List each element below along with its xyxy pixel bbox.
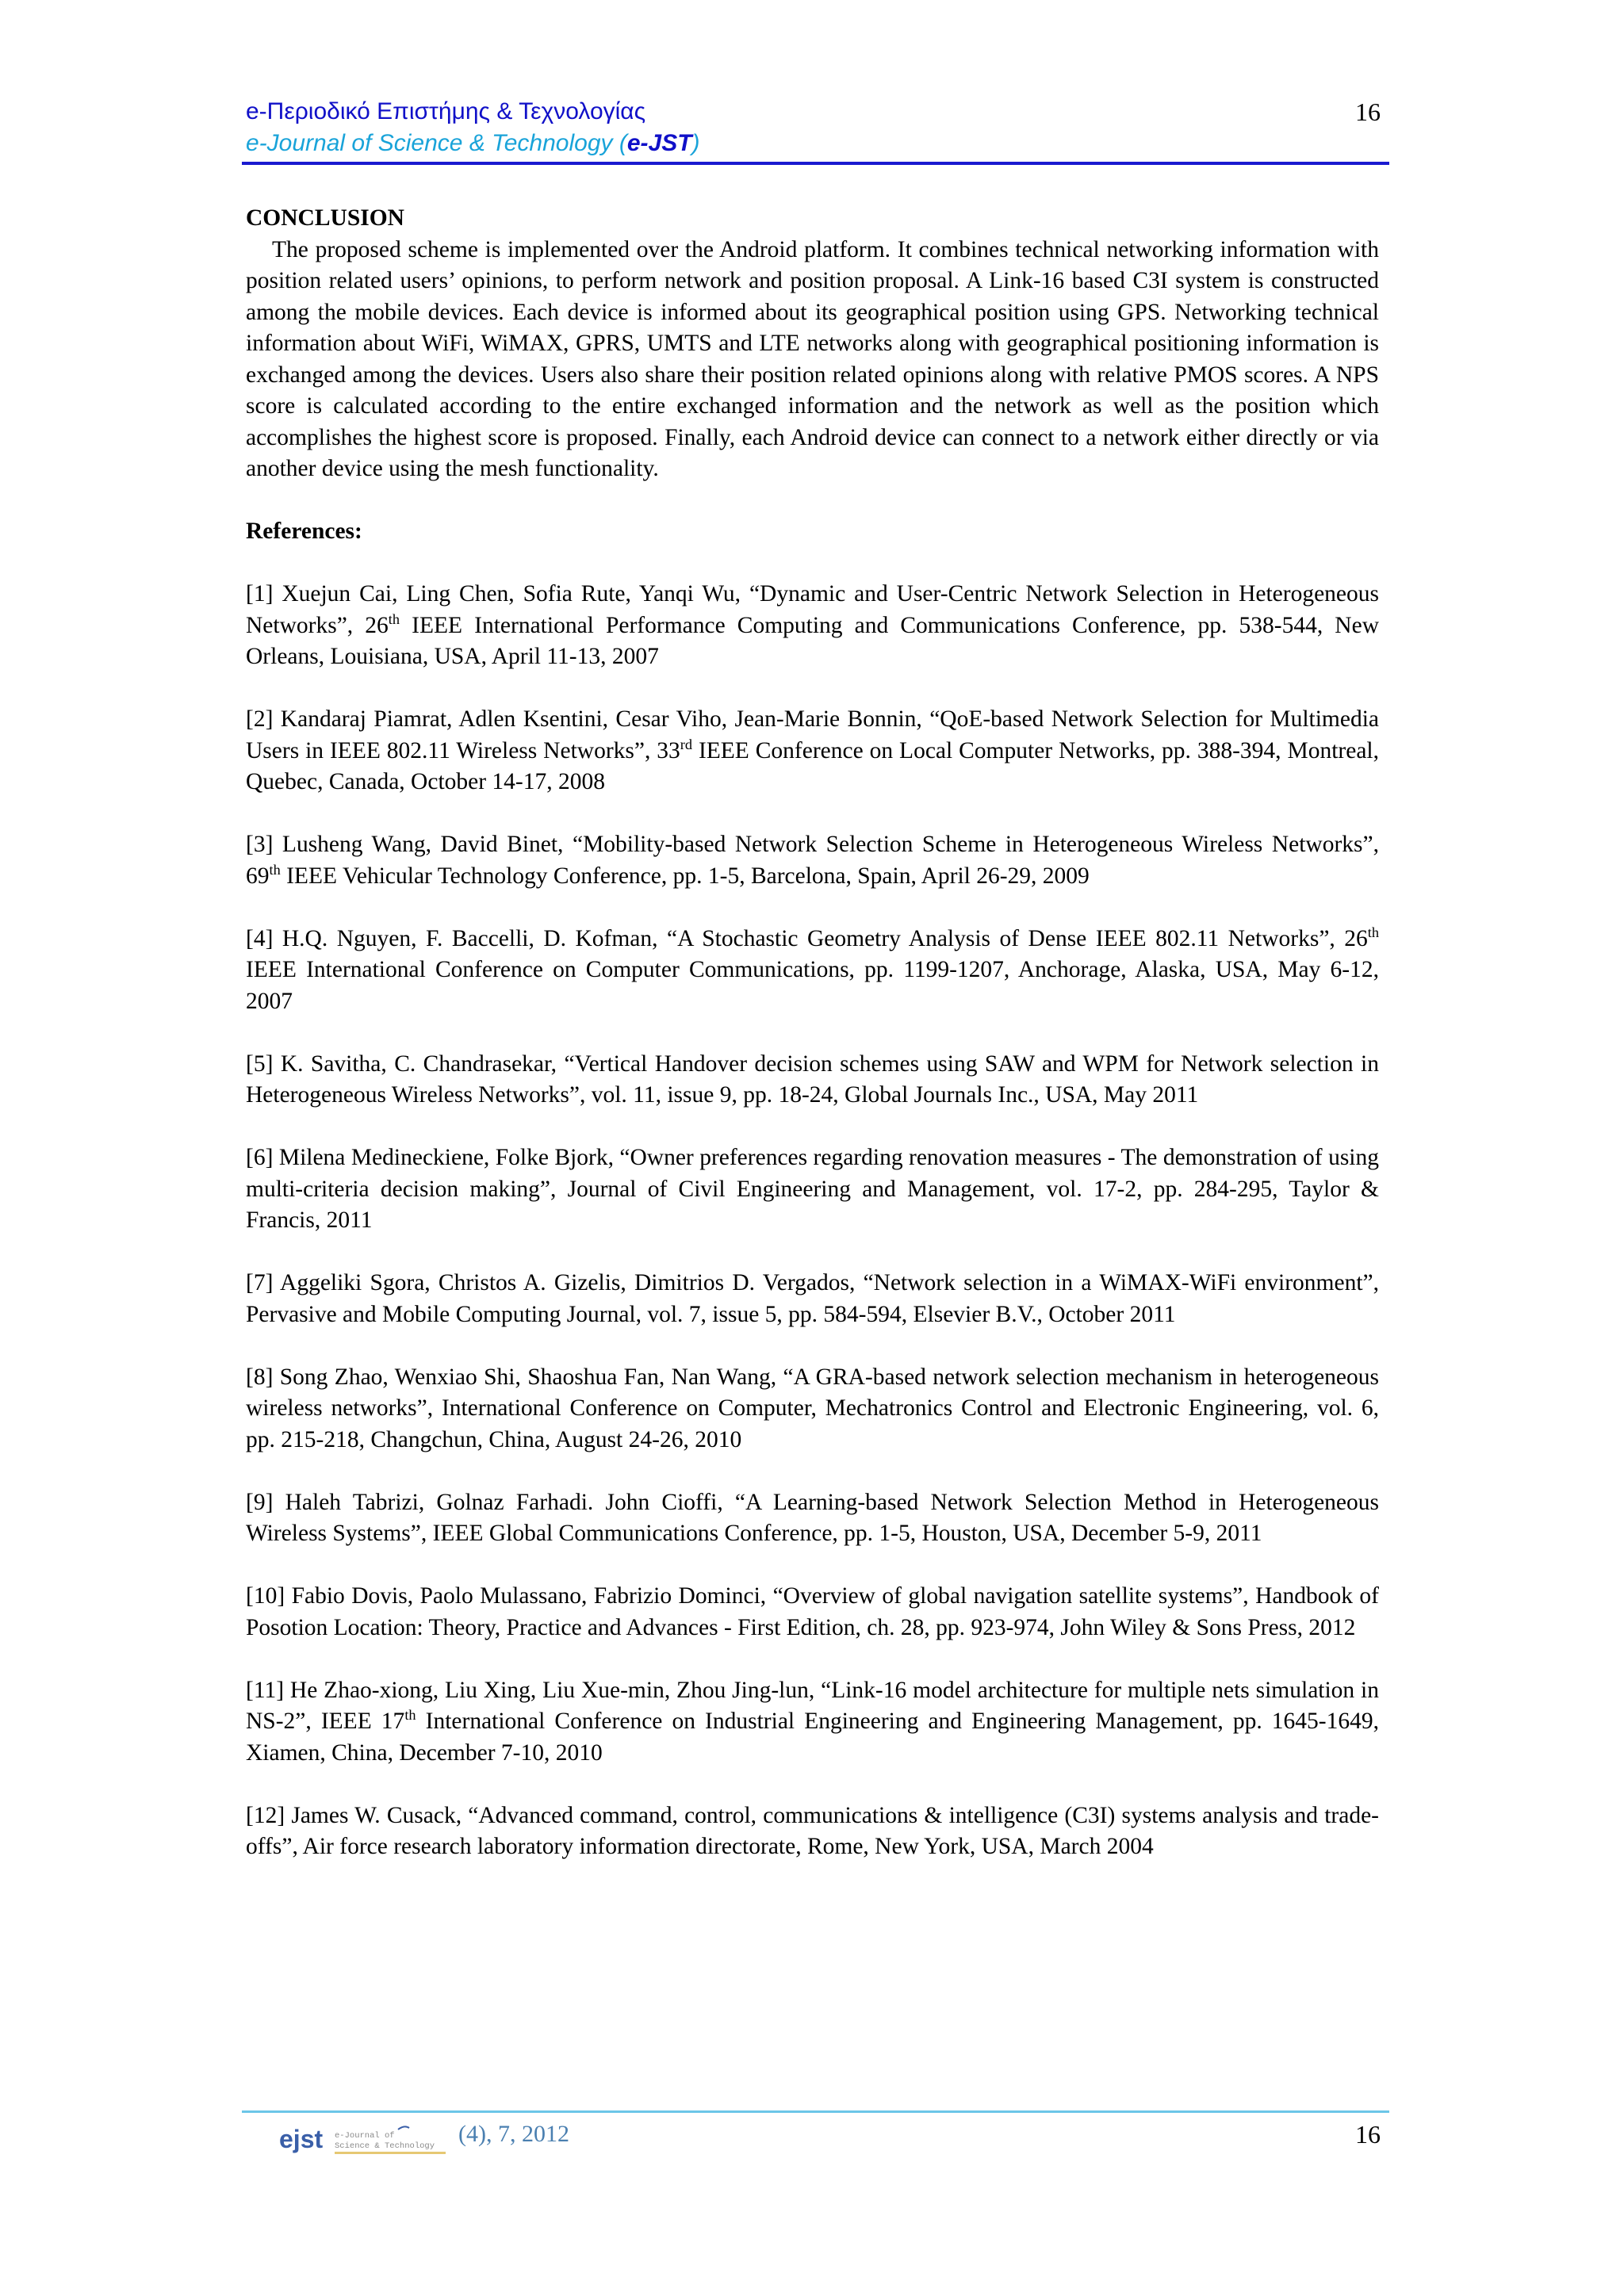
ejst-logo-subtext-2: Science & Technology <box>335 2141 435 2151</box>
journal-title-suffix: ) <box>691 130 700 156</box>
reference-ordinal-suffix: th <box>388 610 400 627</box>
reference-text: [8] Song Zhao, Wenxiao Shi, Shaoshua Fan, Nan Wang, “A GRA-based network selection mechanism in heterogeneous wireless networks”, International Conference on Computer, Mechatronics Control and Electronic Engineering, vol. 6, pp. 215-218, Changchun, China, August 24-26, 2010 <box>246 1364 1379 1452</box>
header-divider <box>242 162 1389 165</box>
reference-text: [3] Lusheng Wang, David Binet, “Mobility-based Network Selection Scheme in Heterogeneous Wireless Networks”, 69 <box>246 832 1379 889</box>
conclusion-heading: CONCLUSION <box>246 205 404 231</box>
reference-item <box>246 1049 1379 1112</box>
reference-text: [7] Aggeliki Sgora, Christos A. Gizelis, Dimitrios D. Vergados, “Network selection in a WiMAX-WiFi environment”, Pervasive and Mobile Computing Journal, vol. 7, issue 5, pp. 584-594, Elsevier B.V., October 2011 <box>246 1270 1379 1327</box>
journal-title-greek: e-Περιοδικό Επιστήμης & Τεχνολογίας <box>246 98 646 124</box>
journal-title-latin <box>246 128 700 159</box>
reference-text: [9] Haleh Tabrizi, Golnaz Farhadi. John Cioffi, “A Learning-based Network Selection Method in Heterogeneous Wireless Systems”, IEEE Global Communications Conference, pp. 1-5, Houston, USA, December 5-9, 2011 <box>246 1489 1379 1546</box>
reference-text: [1] Xuejun Cai, Ling Chen, Sofia Rute, Yanqi Wu, “Dynamic and User-Centric Network Selection in Heterogeneous Networks”, 26 <box>246 581 1379 638</box>
reference-text-continued: IEEE Conference on Local Computer Networks, pp. 388-394, Montreal, Quebec, Canada, October 14-17, 2008 <box>246 737 1379 794</box>
reference-item <box>246 1800 1379 1863</box>
ejst-logo-subtext-1: e-Journal of <box>335 2131 395 2141</box>
reference-text-continued: International Conference on Industrial Engineering and Engineering Management, pp. 1645-1649, Xiamen, China, December 7-10, 2010 <box>246 1709 1379 1766</box>
reference-item <box>246 1142 1379 1237</box>
logo-swoosh-icon <box>398 2126 409 2130</box>
reference-text: [6] Milena Medineckiene, Folke Bjork, “Owner preferences regarding renovation measures - The demonstration of using multi-criteria decision making”, Journal of Civil Engineering and Management, vol. 17-2, pp. 284-295, Taylor & Francis, 2011 <box>246 1145 1379 1233</box>
reference-item <box>246 1362 1379 1456</box>
reference-item <box>246 924 1379 1018</box>
conclusion-paragraph: The proposed scheme is implemented over the Android platform. It combines technical networking information with position related users’ opinions, to perform network and position proposal. A Link-16 based C3I system is constructed among the mobile devices. Each device is informed about its geographical position using GPS. Networking technical information about WiFi, WiMAX, GPRS, UMTS and LTE networks along with geographical positioning information is exchanged among the devices. Users also share their position related opinions along with relative PMOS scores. A NPS score is calculated according to the entire exchanged information and the network as well as the position which accomplishes the highest score is proposed. Finally, each Android device can connect to a network either directly or via another device using the mesh functionality. <box>246 236 1379 481</box>
journal-title-prefix: e-Journal of Science & Technology ( <box>246 130 627 156</box>
reference-text: [5] K. Savitha, C. Chandrasekar, “Vertical Handover decision schemes using SAW and WPM for Network selection in Heterogeneous Wireless Networks”, vol. 11, issue 9, pp. 18-24, Global Journals Inc., USA, May 2011 <box>246 1050 1379 1108</box>
reference-item <box>246 1268 1379 1330</box>
reference-ordinal-suffix: th <box>269 861 281 878</box>
reference-text-continued: IEEE International Performance Computing and Communications Conference, pp. 538-544, New Orleans, Louisiana, USA, April 11-13, 2007 <box>246 612 1380 669</box>
reference-item <box>246 1675 1379 1770</box>
reference-text: [2] Kandaraj Piamrat, Adlen Ksentini, Cesar Viho, Jean-Marie Bonnin, “QoE-based Network Selection for Multimedia Users in IEEE 802.11 Wireless Networks”, 33 <box>246 706 1379 763</box>
ejst-logo <box>278 2122 448 2156</box>
footer-page-number: 16 <box>1355 2120 1381 2149</box>
main-content <box>246 203 1379 1863</box>
reference-item <box>246 1581 1379 1644</box>
reference-item <box>246 1487 1379 1550</box>
reference-list <box>246 579 1379 1863</box>
footer-divider <box>242 2110 1389 2113</box>
logo-underline <box>335 2152 446 2154</box>
reference-text-continued: IEEE International Conference on Computer Communications, pp. 1199-1207, Anchorage, Alaska, USA, May 6-12, 2007 <box>246 957 1379 1014</box>
ejst-logo-text: ejst <box>279 2125 324 2153</box>
reference-ordinal-suffix: th <box>404 1707 416 1724</box>
journal-title-abbr: e-JST <box>626 130 692 156</box>
reference-text-continued: IEEE Vehicular Technology Conference, pp. 1-5, Barcelona, Spain, April 26-29, 2009 <box>280 863 1090 889</box>
reference-text: [4] H.Q. Nguyen, F. Baccelli, D. Kofman, “A Stochastic Geometry Analysis of Dense IEEE 802.11 Networks”, 26 <box>246 925 1368 951</box>
reference-ordinal-suffix: th <box>1367 924 1379 940</box>
reference-text: [11] He Zhao-xiong, Liu Xing, Liu Xue-min, Zhou Jing-lun, “Link-16 model architecture for multiple nets simulation in NS-2”, IEEE 17 <box>246 1677 1379 1734</box>
reference-text: [12] James W. Cusack, “Advanced command, control, communications & intelligence (C3I) systems analysis and trade-offs”, Air force research laboratory information directorate, Rome, New York, USA, March 2004 <box>246 1802 1379 1859</box>
footer-issue: (4), 7, 2012 <box>458 2121 569 2147</box>
reference-item <box>246 704 1379 798</box>
reference-ordinal-suffix: rd <box>680 736 693 752</box>
reference-text: [10] Fabio Dovis, Paolo Mulassano, Fabrizio Dominci, “Overview of global navigation satellite systems”, Handbook of Posotion Location: Theory, Practice and Advances - First Edition, ch. 28, pp. 923-974, John Wiley & Sons Press, 2012 <box>246 1583 1379 1640</box>
reference-item <box>246 829 1379 892</box>
references-heading: References: <box>246 519 362 544</box>
header-page-number: 16 <box>1355 98 1381 126</box>
reference-item <box>246 579 1379 673</box>
